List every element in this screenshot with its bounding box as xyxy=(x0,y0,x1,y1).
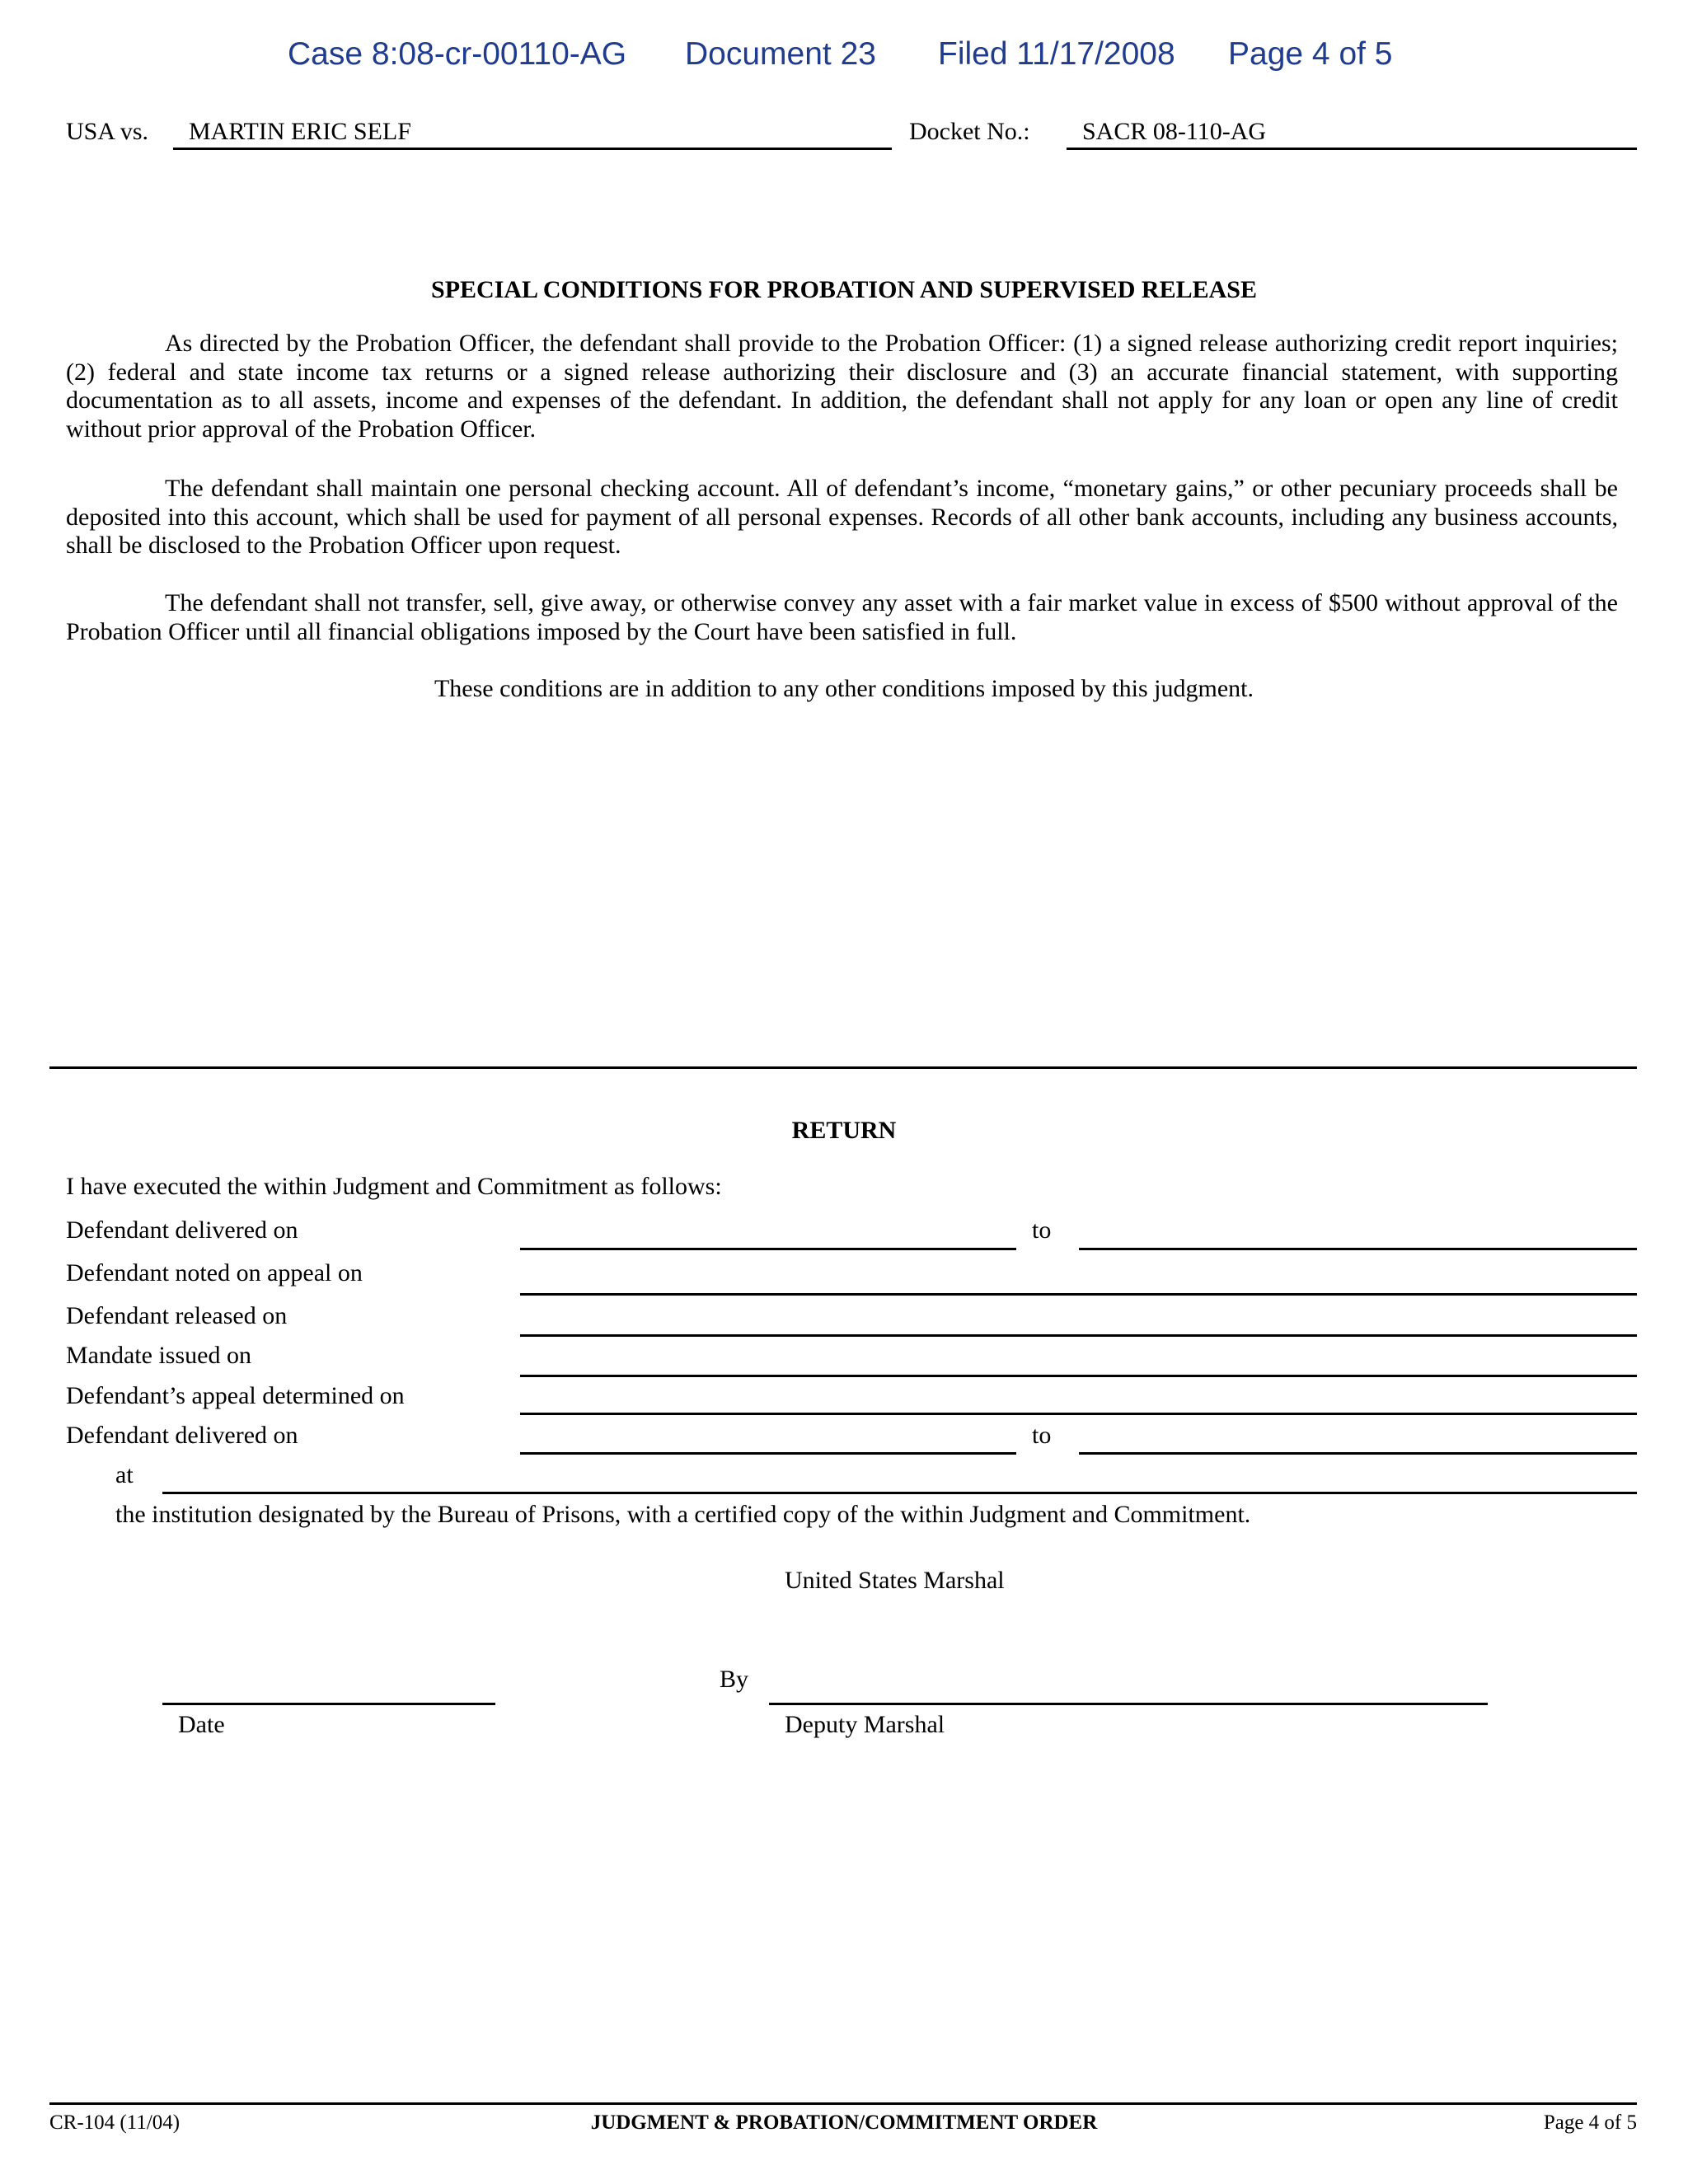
date-signature-line xyxy=(162,1703,495,1705)
stamp-case-number: Case 8:08-cr-00110-AG xyxy=(288,36,627,72)
marshal-title: United States Marshal xyxy=(785,1567,1005,1594)
row-delivered-to-label: to xyxy=(1032,1216,1052,1244)
docket-number-underline xyxy=(1067,148,1637,150)
return-title: RETURN xyxy=(791,1117,897,1144)
row-appeal-determined-line xyxy=(520,1413,1637,1415)
row-delivered-date-line xyxy=(520,1248,1016,1250)
defendant-name: MARTIN ERIC SELF xyxy=(189,118,411,145)
row-released-line xyxy=(520,1334,1637,1337)
footer-divider xyxy=(49,2102,1637,2105)
special-conditions-title: SPECIAL CONDITIONS FOR PROBATION AND SUPERVISED RELEASE xyxy=(431,276,1257,303)
stamp-page-number: Page 4 of 5 xyxy=(1228,36,1393,72)
stamp-document-number: Document 23 xyxy=(685,36,876,72)
row-mandate-line xyxy=(520,1375,1637,1377)
condition-paragraph-2: The defendant shall maintain one personal checking account. All of defendant’s income, “monetary gains,” or other pecuniary proceeds shall be deposited into this account, which shall be used for payment of all personal expenses. Records of all other bank accounts, including any business accounts, shall be disclosed to the Probation Officer upon request. xyxy=(66,475,1618,559)
row-delivered-2-date-line xyxy=(520,1452,1016,1455)
defendant-name-underline xyxy=(173,148,892,150)
at-line xyxy=(162,1492,1637,1494)
conditions-closing-note: These conditions are in addition to any other conditions imposed by this judgment. xyxy=(434,675,1254,702)
deputy-signature-line xyxy=(769,1703,1488,1705)
row-delivered-to-line xyxy=(1079,1248,1637,1250)
row-appeal-determined-label: Defendant’s appeal determined on xyxy=(66,1382,405,1409)
row-delivered-label: Defendant delivered on xyxy=(66,1216,298,1244)
footer-form-title: JUDGMENT & PROBATION/COMMITMENT ORDER xyxy=(590,2111,1098,2134)
stamp-filed-date: Filed 11/17/2008 xyxy=(938,36,1175,72)
row-mandate-label: Mandate issued on xyxy=(66,1342,251,1369)
at-label: at xyxy=(115,1461,134,1488)
row-noted-appeal-line xyxy=(520,1293,1637,1296)
condition-paragraph-1: As directed by the Probation Officer, the defendant shall provide to the Probation Officer: (1) a signed release authorizing credit report inquiries; (2) federal and state income tax returns or a signed release authorizing their disclosure and (3) an accurate financial statement, with supporting documentation as to all assets, income and expenses of the defendant. In addition, the defendant shall not apply for any loan or open any line of credit without prior approval of the Probation Officer. xyxy=(66,330,1618,443)
footer-form-code: CR-104 (11/04) xyxy=(49,2111,181,2134)
usa-vs-label: USA vs. xyxy=(66,118,149,145)
institution-text: the institution designated by the Bureau of Prisons, with a certified copy of the within Judgment and Commitment. xyxy=(115,1501,1251,1528)
return-intro: I have executed the within Judgment and Commitment as follows: xyxy=(66,1173,722,1200)
by-label: By xyxy=(720,1666,749,1693)
row-delivered-2-to-line xyxy=(1079,1452,1637,1455)
date-label: Date xyxy=(178,1711,225,1738)
docket-label: Docket No.: xyxy=(909,118,1030,145)
section-divider xyxy=(49,1066,1637,1069)
row-delivered-2-label: Defendant delivered on xyxy=(66,1422,298,1449)
row-delivered-2-to-label: to xyxy=(1032,1422,1052,1449)
row-released-label: Defendant released on xyxy=(66,1302,288,1329)
docket-number: SACR 08-110-AG xyxy=(1082,118,1267,145)
row-noted-appeal-label: Defendant noted on appeal on xyxy=(66,1259,363,1286)
condition-paragraph-3: The defendant shall not transfer, sell, give away, or otherwise convey any asset with a fair market value in excess of $500 without approval of the Probation Officer until all financial obligations imposed by the Court have been satisfied in full. xyxy=(66,589,1618,645)
footer-page-label: Page 4 of 5 xyxy=(1543,2111,1637,2134)
deputy-marshal-label: Deputy Marshal xyxy=(785,1711,945,1738)
